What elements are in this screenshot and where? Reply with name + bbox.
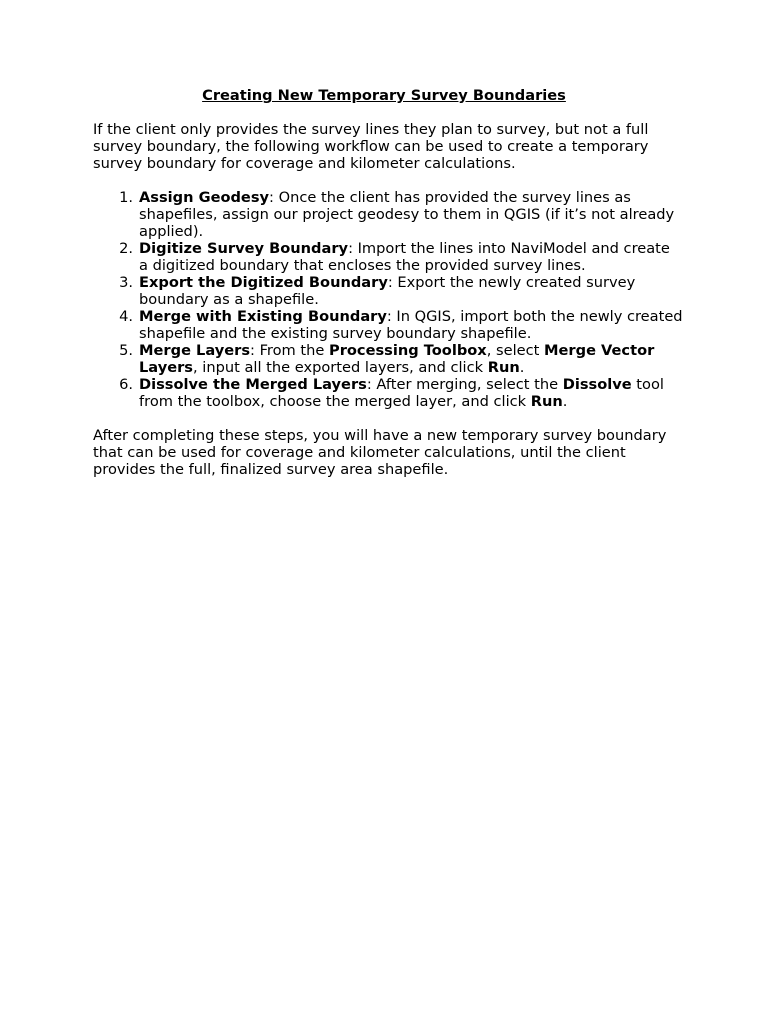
intro-paragraph: If the client only provides the survey lines they plan to survey, but not a full survey boundary, the following workflow can be used to create a temporary survey boundary for coverage and kilometer calculations. <box>93 121 649 172</box>
step-text: : In QGIS, import both the newly created shapefile and the existing survey boundary shapefile. <box>139 308 683 342</box>
step-text: tool from the toolbox, choose the merged layer, and click <box>139 376 664 410</box>
list-item <box>93 376 683 410</box>
step-heading: Merge Layers <box>139 342 251 359</box>
step-text: : After merging, select the <box>366 376 563 393</box>
step-number: 1 . <box>117 189 133 206</box>
step-emphasis: Run <box>487 359 520 376</box>
step-number: 3 . <box>117 274 133 291</box>
list-item <box>93 189 683 240</box>
step-emphasis: Merge Vector Layers <box>139 342 655 376</box>
list-item <box>93 342 683 376</box>
step-heading: Dissolve the Merged Layers <box>139 376 367 393</box>
step-heading: Digitize Survey Boundary <box>139 240 349 257</box>
step-text: : Export the newly created survey boundary as a shapefile. <box>139 274 636 308</box>
step-text: , select <box>486 342 544 359</box>
step-emphasis: Dissolve <box>562 376 632 393</box>
step-number: 2 . <box>117 240 133 257</box>
step-text: : Import the lines into NaviModel and create a digitized boundary that encloses the provided survey lines. <box>139 240 670 274</box>
step-number: 4 . <box>117 308 133 325</box>
step-text: , input all the exported layers, and click <box>193 359 488 376</box>
step-emphasis: Run <box>530 393 563 410</box>
step-heading: Merge with Existing Boundary <box>139 308 387 325</box>
step-text: : From the <box>250 342 329 359</box>
step-number: 6 . <box>117 376 133 393</box>
conclusion-paragraph: After completing these steps, you will have a new temporary survey boundary that can be used for coverage and kilometer calculations, until the client provides the full, finalized survey area shapefile. <box>93 427 667 478</box>
step-number: 5 . <box>117 342 133 359</box>
list-item <box>93 274 683 308</box>
workflow-steps-list <box>93 189 683 410</box>
step-text: : Once the client has provided the survey lines as shapefiles, assign our project geodesy to them in QGIS (if it’s not already applied). <box>139 189 675 240</box>
document-content <box>93 87 683 495</box>
step-heading: Export the Digitized Boundary <box>139 274 388 291</box>
list-item <box>93 240 683 274</box>
step-text: . <box>519 359 525 376</box>
step-heading: Assign Geodesy <box>139 189 270 206</box>
step-text: . <box>562 393 568 410</box>
step-emphasis: Processing Toolbox <box>329 342 487 359</box>
document-title: Creating New Temporary Survey Boundaries <box>202 87 566 104</box>
list-item <box>93 308 683 342</box>
